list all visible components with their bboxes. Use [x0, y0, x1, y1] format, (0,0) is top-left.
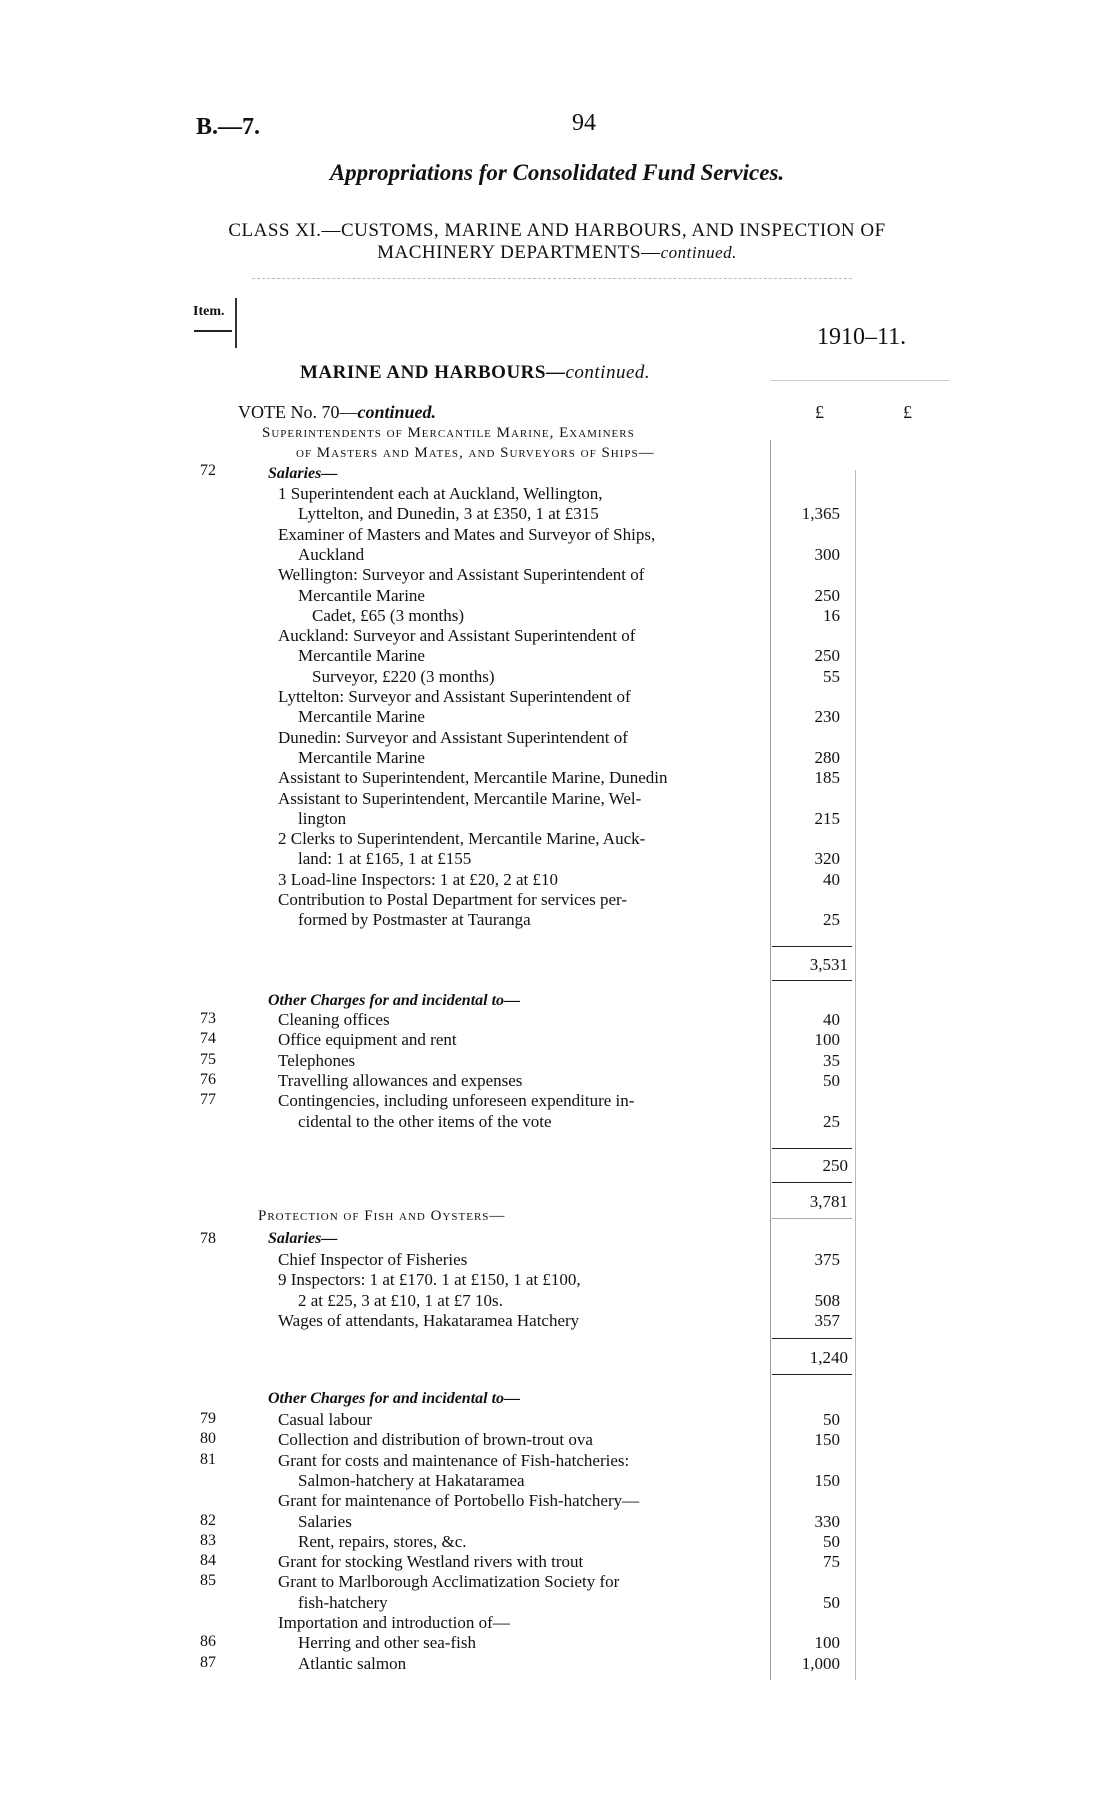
line-text: Atlantic salmon	[298, 1653, 407, 1673]
salaries-subheading: Salaries—	[268, 465, 338, 482]
item-column-header: Item.	[193, 304, 225, 319]
item-number: 87	[200, 1653, 216, 1671]
line-amount: 250	[814, 646, 840, 666]
line-text: Surveyor, £220 (3 months)	[312, 666, 495, 686]
item-number: 79	[200, 1410, 216, 1427]
line-amount: 40	[823, 1010, 840, 1029]
line-amount: 100	[814, 1030, 840, 1050]
year-column-header: 1910–11.	[817, 324, 907, 350]
item-number: 75	[200, 1050, 216, 1068]
line-text: Lyttelton, and Dunedin, 3 at £350, 1 at £315	[298, 504, 599, 524]
superintendents-heading-line1: Superintendents of Mercantile Marine, Examiners	[262, 425, 635, 441]
superintendents-subtotal: 3,531	[809, 955, 848, 974]
line-amount: 40	[823, 869, 840, 889]
line-text: 3 Load-line Inspectors: 1 at £20, 2 at £10	[278, 869, 558, 889]
line-text: Collection and distribution of brown-trout ova	[278, 1430, 593, 1450]
line-text: Salmon-hatchery at Hakataramea	[298, 1470, 525, 1490]
line-text: Mercantile Marine	[298, 747, 425, 767]
line-amount: 75	[823, 1552, 840, 1572]
line-text: fish-hatchery	[298, 1592, 388, 1612]
line-amount: 215	[814, 808, 840, 828]
line-amount: 375	[814, 1250, 840, 1269]
line-amount: 50	[823, 1070, 840, 1090]
line-text: 1 Superintendent each at Auckland, Wellington,	[278, 484, 603, 503]
line-text: Assistant to Superintendent, Mercantile Marine, Dunedin	[278, 768, 668, 788]
line-text: formed by Postmaster at Tauranga	[298, 910, 531, 930]
fish-other-charges-subheading: Other Charges for and incidental to—	[268, 1390, 521, 1407]
line-amount: 25	[823, 910, 840, 930]
line-amount: 16	[823, 605, 840, 625]
line-text: Grant to Marlborough Acclimatization Society for	[278, 1572, 620, 1592]
item-number: 85	[200, 1572, 216, 1590]
section-title-continued: continued.	[565, 362, 651, 383]
item-number: 80	[200, 1430, 216, 1448]
line-amount: 150	[814, 1430, 840, 1450]
other-charges-subtotal: 250	[822, 1156, 848, 1175]
line-amount: 320	[814, 849, 840, 869]
line-amount: 50	[823, 1592, 840, 1612]
line-amount: 250	[814, 585, 840, 605]
line-text: Mercantile Marine	[298, 646, 425, 666]
fish-item-number: 78	[200, 1230, 216, 1247]
line-text: Cleaning offices	[278, 1010, 390, 1029]
line-text: Examiner of Masters and Mates and Surveyor of Ships,	[278, 524, 656, 544]
line-amount: 50	[823, 1410, 840, 1429]
line-text: Cadet, £65 (3 months)	[312, 605, 465, 625]
line-text: 2 Clerks to Superintendent, Mercantile Marine, Auck-	[278, 829, 646, 849]
item-number: 74	[200, 1030, 216, 1048]
line-amount: 300	[814, 544, 840, 564]
class-heading-continued: continued.	[660, 243, 737, 262]
line-amount: 185	[814, 768, 840, 788]
line-text: Grant for maintenance of Portobello Fish-hatchery—	[278, 1491, 640, 1511]
vote-total: 3,781	[809, 1192, 848, 1211]
line-amount: 100	[814, 1633, 840, 1653]
line-text: Herring and other sea-fish	[298, 1633, 476, 1653]
line-text: Wellington: Surveyor and Assistant Superintendent of	[278, 565, 645, 585]
line-text: Contribution to Postal Department for services per-	[278, 890, 628, 909]
subtotal-rule-bottom	[772, 980, 852, 981]
line-text: Office equipment and rent	[278, 1030, 457, 1050]
line-amount: 35	[823, 1050, 840, 1070]
item-header-rule	[194, 330, 232, 332]
item-number: 76	[200, 1070, 216, 1088]
line-text: cidental to the other items of the vote	[298, 1111, 552, 1131]
line-text: Dunedin: Surveyor and Assistant Superintendent of	[278, 727, 628, 747]
fish-subtotal-rule	[772, 1338, 852, 1339]
page-title: Appropriations for Consolidated Fund Services.	[329, 160, 785, 185]
line-text: Auckland	[298, 544, 365, 564]
superintendents-heading-line2: of Masters and Mates, and Surveyors of Ships—	[296, 445, 655, 461]
item-number: 81	[200, 1450, 216, 1468]
line-amount: 55	[823, 666, 840, 686]
item-column-divider	[235, 298, 237, 348]
line-text: Casual labour	[278, 1410, 372, 1429]
item-number: 82	[200, 1511, 216, 1529]
other-subtotal-rule	[772, 1148, 852, 1149]
class-heading-line2-text: MACHINERY DEPARTMENTS—	[377, 242, 661, 263]
line-text: 2 at £25, 3 at £10, 1 at £7 10s.	[298, 1290, 503, 1310]
line-amount: 330	[814, 1511, 840, 1531]
line-amount: 1,365	[801, 504, 840, 524]
class-heading-line1: CLASS XI.—CUSTOMS, MARINE AND HARBOURS, AND INSPECTION OF	[228, 220, 886, 241]
item-number: 83	[200, 1531, 216, 1549]
item-number: 72	[200, 462, 216, 479]
currency-column-2: £	[903, 402, 912, 422]
other-subtotal-rule-bottom	[772, 1182, 852, 1183]
line-amount: 1,000	[801, 1653, 840, 1673]
line-text: Mercantile Marine	[298, 707, 425, 727]
fish-heading: Protection of Fish and Oysters—	[258, 1208, 506, 1224]
line-text: Grant for costs and maintenance of Fish-hatcheries:	[278, 1450, 630, 1470]
document-reference: B.—7.	[196, 114, 261, 140]
line-text: Mercantile Marine	[298, 585, 425, 605]
vote-total-rule	[772, 1218, 852, 1219]
line-text: Salaries	[298, 1511, 352, 1531]
item-number: 73	[200, 1010, 216, 1027]
line-text: Grant for stocking Westland rivers with trout	[278, 1552, 584, 1572]
other-charges-subheading: Other Charges for and incidental to—	[268, 992, 521, 1009]
line-text: lington	[298, 808, 347, 828]
line-text: Wages of attendants, Hakataramea Hatchery	[278, 1310, 580, 1330]
section-title-text: MARINE AND HARBOURS—	[300, 362, 566, 383]
vote-heading	[238, 402, 436, 423]
line-amount: 150	[814, 1470, 840, 1490]
vote-text: VOTE No. 70—	[238, 402, 358, 422]
item-number: 86	[200, 1633, 216, 1651]
line-amount: 280	[814, 747, 840, 767]
line-text: 9 Inspectors: 1 at £170. 1 at £150, 1 at £100,	[278, 1270, 581, 1290]
section-title	[300, 362, 650, 384]
fish-subtotal-rule-bottom	[772, 1374, 852, 1375]
line-text: Importation and introduction of—	[278, 1613, 510, 1632]
line-amount: 50	[823, 1531, 840, 1551]
item-number: 77	[200, 1091, 216, 1109]
line-text: Travelling allowances and expenses	[278, 1070, 523, 1090]
subtotal-rule	[772, 946, 852, 947]
page-number: 94	[572, 110, 596, 136]
vote-continued: continued.	[357, 402, 437, 422]
line-text: Contingencies, including unforeseen expenditure in-	[278, 1091, 635, 1111]
line-text: Auckland: Surveyor and Assistant Superintendent of	[278, 626, 636, 646]
currency-column-1: £	[815, 402, 824, 422]
fish-subtotal: 1,240	[809, 1348, 848, 1367]
line-text: land: 1 at £165, 1 at £155	[298, 849, 472, 869]
line-text: Telephones	[278, 1050, 356, 1070]
year-header-rule	[770, 380, 950, 381]
line-text: Lyttelton: Surveyor and Assistant Superintendent of	[278, 687, 631, 706]
line-text: Chief Inspector of Fisheries	[278, 1250, 468, 1269]
line-amount: 25	[823, 1111, 840, 1131]
header-divider	[252, 278, 852, 279]
item-number: 84	[200, 1552, 216, 1570]
line-text: Rent, repairs, stores, &c.	[298, 1531, 467, 1551]
fish-salaries-subheading: Salaries—	[268, 1230, 338, 1247]
class-heading-line2	[0, 242, 1114, 264]
line-amount: 230	[814, 707, 840, 727]
line-amount: 357	[814, 1310, 840, 1330]
line-amount: 508	[814, 1290, 840, 1310]
line-text: Assistant to Superintendent, Mercantile Marine, Wel-	[278, 788, 642, 808]
total-column-divider	[855, 470, 856, 1680]
